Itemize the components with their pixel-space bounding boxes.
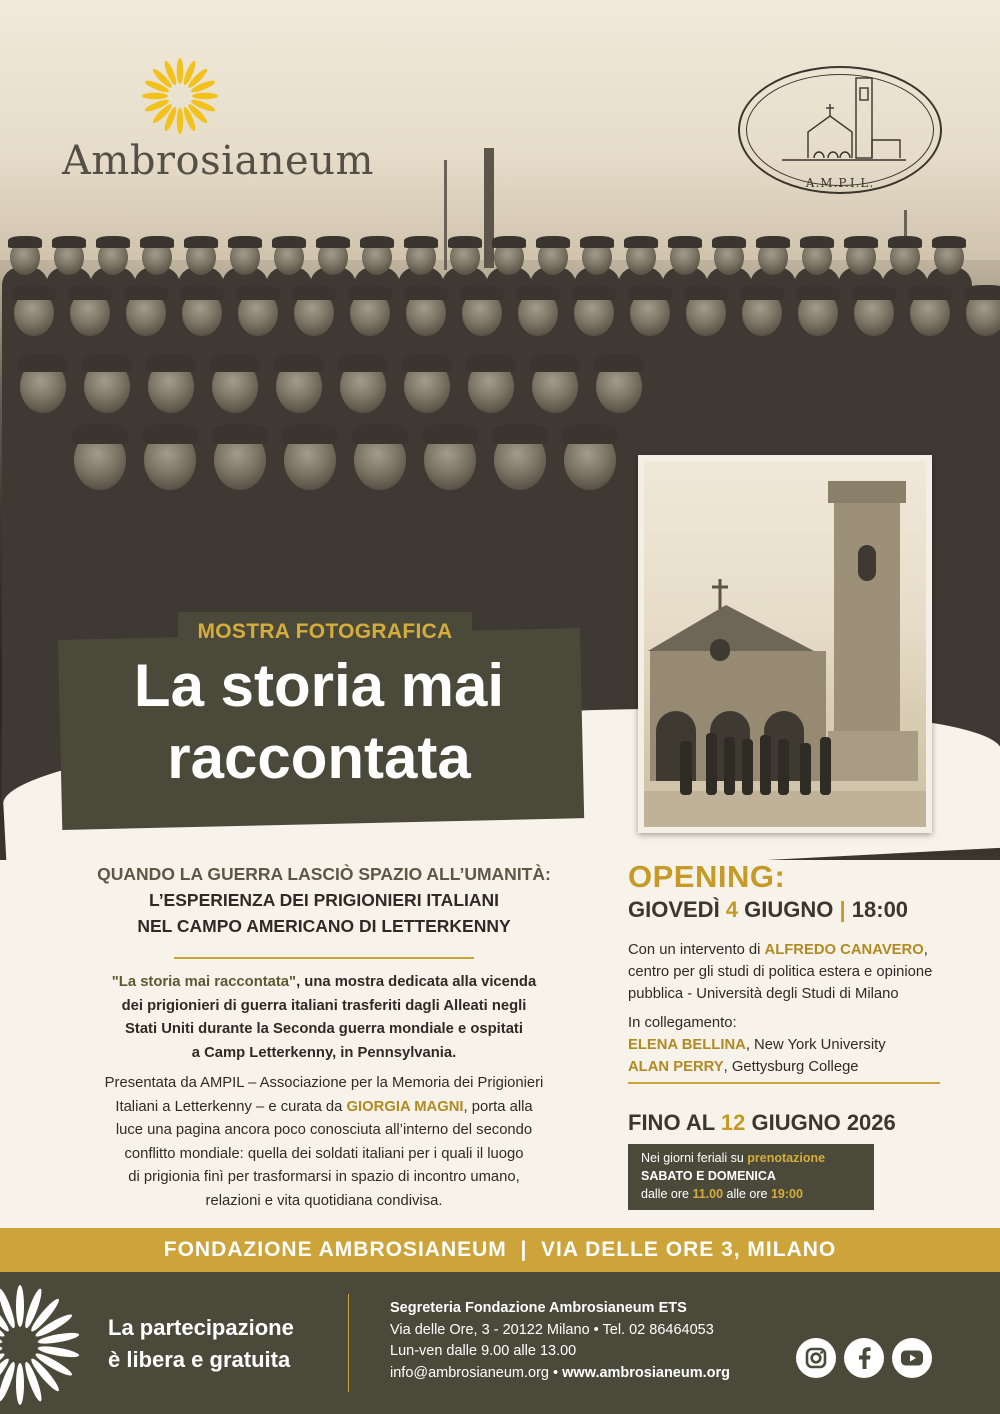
soldier-cap: [460, 285, 504, 300]
hours-line-1a: Nei giorni feriali su: [641, 1151, 748, 1165]
speaker-comma: ,: [923, 942, 928, 958]
church-photo-illustration: [644, 461, 926, 827]
lead-line-1: QUANDO LA GUERRA LASCIÒ SPAZIO ALL’UMANITÀ:: [97, 864, 551, 884]
end-date-suffix: GIUGNO 2026: [745, 1110, 896, 1135]
soldier-cap: [402, 354, 452, 371]
opening-hours-box: [628, 1144, 874, 1210]
soldier-cap: [124, 285, 168, 300]
guest-2-affiliation: , Gettysburg College: [723, 1059, 859, 1075]
church-drawing-icon: [778, 74, 908, 170]
soldier-cap: [72, 424, 128, 444]
soldier-cap: [8, 236, 42, 247]
guest-1-affiliation: , New York University: [745, 1037, 886, 1053]
speaker-line-3: pubblica - Università degli Studi di Milano: [628, 986, 899, 1002]
ambrosianeum-mark-icon: [0, 1280, 90, 1410]
soldier-cap: [338, 354, 388, 371]
soldier-cap: [236, 285, 280, 300]
opening-day: GIOVEDÌ: [628, 897, 726, 922]
soldier-cap: [536, 236, 570, 247]
opening-separator: |: [839, 897, 846, 922]
ambrosianeum-logo-mark: [140, 56, 220, 136]
soldier-cap: [492, 424, 548, 444]
opening-datetime: [628, 897, 908, 923]
hours-booking: prenotazione: [747, 1151, 826, 1165]
free-line-2: è libera e gratuita: [108, 1347, 291, 1372]
intro-line-2: dei prigionieri di guerra italiani trasferiti dagli Alleati negli: [121, 997, 527, 1014]
body-line-4: conflitto mondiale: quella dei soldati italiani per i quali il luogo: [124, 1145, 524, 1162]
curator-name: GIORGIA MAGNI: [346, 1098, 464, 1115]
contact-website[interactable]: www.ambrosianeum.org: [562, 1364, 730, 1381]
title-line-1: La storia mai: [133, 652, 505, 719]
lead-heading: [70, 861, 578, 939]
soldier-cap: [52, 236, 86, 247]
soldier-cap: [888, 236, 922, 247]
logo-petal: [192, 93, 218, 99]
soldier-cap: [82, 354, 132, 371]
soldier-cap: [466, 354, 516, 371]
end-date: [628, 1110, 896, 1136]
logo-petal: [16, 1285, 24, 1327]
guests-label: In collegamento:: [628, 1015, 737, 1031]
body-line-2a: Italiani a Letterkenny – e curata da: [115, 1098, 347, 1115]
intro-line-1-rest: , una mostra dedicata alla vicenda: [296, 974, 537, 990]
instagram-icon[interactable]: [796, 1338, 836, 1378]
soldier-cap: [740, 285, 784, 300]
soldier-cap: [360, 236, 394, 247]
soldier-cap: [146, 354, 196, 371]
guest-2: [628, 1056, 958, 1078]
contact-separator: •: [549, 1364, 563, 1381]
opening-guests: [628, 1012, 958, 1078]
soldier-cap: [180, 285, 224, 300]
speaker-intro: Con un intervento di: [628, 942, 765, 958]
soldier-cap: [316, 236, 350, 247]
soldier-cap: [404, 236, 438, 247]
soldier-cap: [348, 285, 392, 300]
body-line-2: [66, 1096, 582, 1120]
hours-line-1: [641, 1149, 874, 1167]
soldier-cap: [668, 236, 702, 247]
end-date-prefix: FINO AL: [628, 1110, 721, 1135]
soldier-cap: [852, 285, 896, 300]
soldier-cap: [628, 285, 672, 300]
opening-label: OPENING:: [628, 859, 786, 894]
contact-email[interactable]: info@ambrosianeum.org: [390, 1364, 549, 1381]
free-entry-note: [108, 1312, 294, 1376]
soldier-cap: [800, 236, 834, 247]
opening-time: 18:00: [845, 897, 909, 922]
soldier-cap: [756, 236, 790, 247]
body-line-5: di prigionia finì per trasformarsi in spazio di incontro umano,: [128, 1169, 520, 1185]
soldier-cap: [844, 236, 878, 247]
exhibition-title: [58, 650, 580, 794]
opening-day-number: 4: [725, 897, 739, 922]
body-line-2b: , porta alla: [463, 1098, 533, 1115]
speaker-line-2: centro per gli studi di politica estera e opinione: [628, 964, 933, 980]
soldier-cap: [210, 354, 260, 371]
lead-line-2: L’ESPERIENZA DEI PRIGIONIERI ITALIANI: [148, 890, 500, 910]
exhibition-kicker: MOSTRA FOTOGRAFICA: [178, 612, 472, 652]
soldier-cap: [228, 236, 262, 247]
hours-line-3b: alle ore: [723, 1187, 771, 1201]
body-line-6: relazioni e vita quotidiana condivisa.: [205, 1192, 443, 1209]
guest-1-name: ELENA BELLINA: [628, 1037, 746, 1053]
soldier-cap: [684, 285, 728, 300]
lead-divider: [174, 957, 474, 959]
contact-hours: Lun-ven dalle 9.00 alle 13.00: [390, 1343, 577, 1359]
intro-line-3: Stati Uniti durante la Seconda guerra mondiale e ospitati: [125, 1021, 523, 1037]
intro-line-1: [66, 971, 582, 995]
free-line-1: La partecipazione: [108, 1315, 294, 1340]
body-paragraph: [66, 1072, 582, 1213]
intro-line-4: a Camp Letterkenny, in Pennsylvania.: [191, 1044, 457, 1061]
soldier-cap: [908, 285, 952, 300]
soldier-cap: [184, 236, 218, 247]
church-photo: [638, 455, 932, 833]
soldier-cap: [140, 236, 174, 247]
contact-address: Via delle Ore, 3 - 20122 Milano • Tel. 02 86464053: [390, 1321, 714, 1338]
ambrosianeum-logo-text: Ambrosianeum: [62, 138, 374, 184]
soldier-cap: [932, 236, 966, 247]
intro-quote: "La storia mai raccontata": [111, 974, 297, 990]
soldier-cap: [422, 424, 478, 444]
soldier-cap: [274, 354, 324, 371]
soldier-cap: [712, 236, 746, 247]
contact-info: [390, 1298, 730, 1384]
soldier-cap: [12, 285, 56, 300]
soldier-cap: [492, 236, 526, 247]
logo-petal: [177, 108, 183, 134]
opening-speaker: [628, 939, 958, 1005]
soldier-cap: [142, 424, 198, 444]
hours-line-3: [641, 1185, 874, 1203]
soldier-cap: [18, 354, 68, 371]
soldier-cap: [96, 236, 130, 247]
hours-from: 11.00: [692, 1187, 724, 1201]
speaker-name: ALFREDO CANAVERO: [764, 942, 924, 958]
soldier-cap: [572, 285, 616, 300]
body-line-3: luce una pagina ancora poco conosciuta all’interno del secondo: [115, 1122, 533, 1138]
soldier-cap: [516, 285, 560, 300]
soldier-cap: [282, 424, 338, 444]
soldier-cap: [212, 424, 268, 444]
youtube-icon[interactable]: [892, 1338, 932, 1378]
soldier-cap: [68, 285, 112, 300]
contact-web-line: [390, 1363, 730, 1385]
soldier-cap: [530, 354, 580, 371]
footer-divider: [348, 1294, 349, 1392]
soldier-cap: [594, 354, 644, 371]
soldier-cap: [448, 236, 482, 247]
end-date-day: 12: [720, 1110, 746, 1135]
soldier-cap: [272, 236, 306, 247]
soldier-cap: [292, 285, 336, 300]
soldier-cap: [580, 236, 614, 247]
soldier-cap: [562, 424, 618, 444]
lead-line-3: NEL CAMPO AMERICANO DI LETTERKENNY: [137, 916, 511, 936]
contact-heading: Segreteria Fondazione Ambrosianeum ETS: [390, 1300, 687, 1316]
ampil-badge-text: A.M.P.I.L.: [805, 176, 875, 190]
logo-petal: [177, 58, 183, 84]
hours-to: 19:00: [770, 1187, 803, 1201]
soldier-cap: [624, 236, 658, 247]
speaker-line-1: [628, 939, 958, 961]
soldier-cap: [796, 285, 840, 300]
soldier-cap: [352, 424, 408, 444]
logo-petal: [16, 1363, 24, 1405]
body-line-1: Presentata da AMPIL – Associazione per la Memoria dei Prigionieri: [104, 1075, 544, 1091]
intro-paragraph: [66, 971, 582, 1065]
title-line-2: raccontata: [167, 724, 471, 791]
opening-month: GIUGNO: [738, 897, 840, 922]
guest-1: [628, 1034, 958, 1056]
soldier-cap: [964, 285, 1000, 300]
hours-line-2: SABATO E DOMENICA: [641, 1169, 776, 1183]
soldier-cap: [404, 285, 448, 300]
facebook-icon[interactable]: [844, 1338, 884, 1378]
opening-divider: [628, 1082, 940, 1084]
logo-petal: [142, 93, 168, 99]
ampil-logo-badge: [738, 66, 942, 194]
hours-line-3a: dalle ore: [641, 1187, 693, 1201]
venue-band: FONDAZIONE AMBROSIANEUM | VIA DELLE ORE 3, MILANO: [0, 1228, 1000, 1272]
guest-2-name: ALAN PERRY: [628, 1059, 724, 1075]
